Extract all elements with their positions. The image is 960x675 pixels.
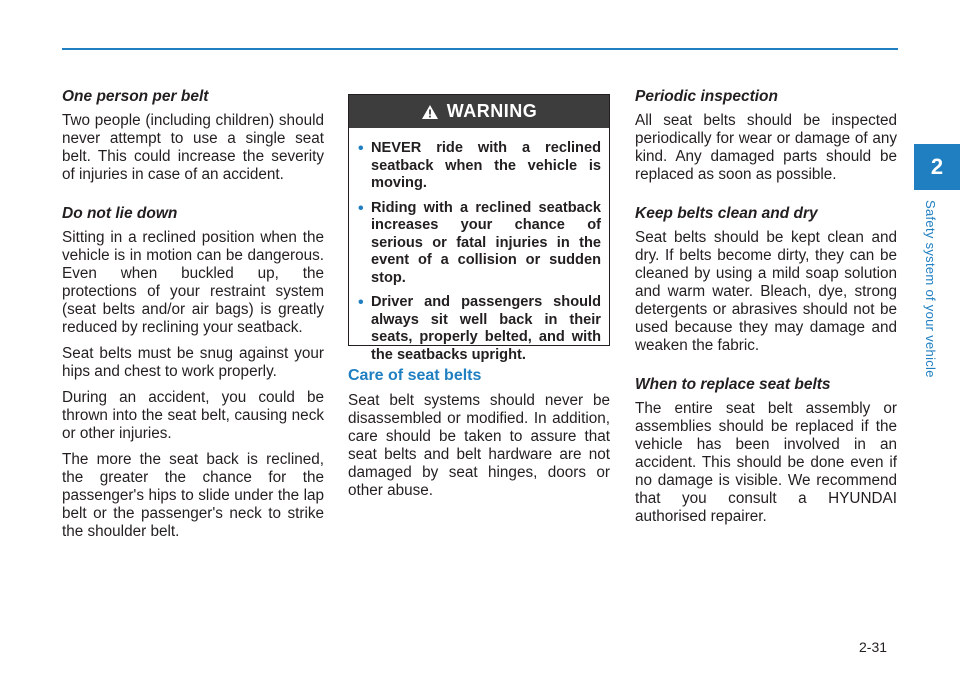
section-heading-one-person: One person per belt xyxy=(62,88,209,105)
bullet-icon: • xyxy=(358,140,364,157)
paragraph: Seat belts must be snug against your hips and chest to work properly. xyxy=(62,345,324,380)
column-right xyxy=(635,88,897,534)
column-left xyxy=(62,88,324,549)
bullet-icon: • xyxy=(358,199,364,217)
paragraph: Seat belt systems should never be disassembled or modified. In addition, care should be taken to assure that seat belts and belt hardware are not damaged by seat hinges, doors or other abuse. xyxy=(348,392,610,499)
section-heading-replace: When to replace seat belts xyxy=(635,376,831,393)
warning-item: • Driver and passengers should always sit well back in their seats, properly belted, and with the seatbacks upright. xyxy=(358,294,601,363)
section-heading-periodic-inspection: Periodic inspection xyxy=(635,88,778,105)
warning-header xyxy=(349,95,609,128)
paragraph: Sitting in a reclined position when the vehicle is in motion can be dangerous. Even when buckled up, the protections of your restraint system (seat belts and/or air bags) is greatly reduced by reclining your seatback. xyxy=(62,229,324,336)
chapter-tab: 2 xyxy=(914,144,960,190)
page-number: 2-31 xyxy=(859,639,888,655)
warning-item: • Riding with a reclined seatback increases your chance of serious or fatal injuries in the event of a collision or sudden stop. xyxy=(358,199,601,286)
chapter-label: Safety system of your vehicle xyxy=(923,200,938,378)
warning-list xyxy=(349,128,609,364)
section-heading-keep-clean: Keep belts clean and dry xyxy=(635,205,818,222)
section-title-care: Care of seat belts xyxy=(348,367,482,384)
care-section xyxy=(348,367,610,500)
section-heading-do-not-lie-down: Do not lie down xyxy=(62,205,178,222)
warning-title: WARNING xyxy=(446,101,538,121)
paragraph: All seat belts should be inspected periodically for wear or damage of any kind. Any damaged parts should be replaced as soon as possible. xyxy=(635,112,897,183)
paragraph: Two people (including children) should never attempt to use a single seat belt. This could increase the severity of injuries in case of an accident. xyxy=(62,112,324,183)
paragraph: Seat belts should be kept clean and dry. If belts become dirty, they can be cleaned by using a mild soap solution and warm water. Bleach, dye, strong detergents or abrasives should not be used because they may damage and weaken the fabric. xyxy=(635,229,897,354)
bullet-icon: • xyxy=(358,294,364,311)
warning-triangle-icon xyxy=(421,104,439,120)
warning-box xyxy=(348,94,610,363)
warning-item: • NEVER ride with a reclined seatback when the vehicle is moving. xyxy=(358,140,601,191)
paragraph: The more the seat back is reclined, the greater the chance for the passenger's hips to slide under the lap belt or the passenger's neck to strike the shoulder belt. xyxy=(62,451,324,540)
paragraph: The entire seat belt assembly or assemblies should be replaced if the vehicle has been involved in an accident. This should be done even if no damage is visible. We recommend that you consult a HYUNDAI authorised repairer. xyxy=(635,400,897,525)
paragraph: During an accident, you could be thrown into the seat belt, causing neck or other injuries. xyxy=(62,389,324,442)
top-rule xyxy=(62,48,898,50)
